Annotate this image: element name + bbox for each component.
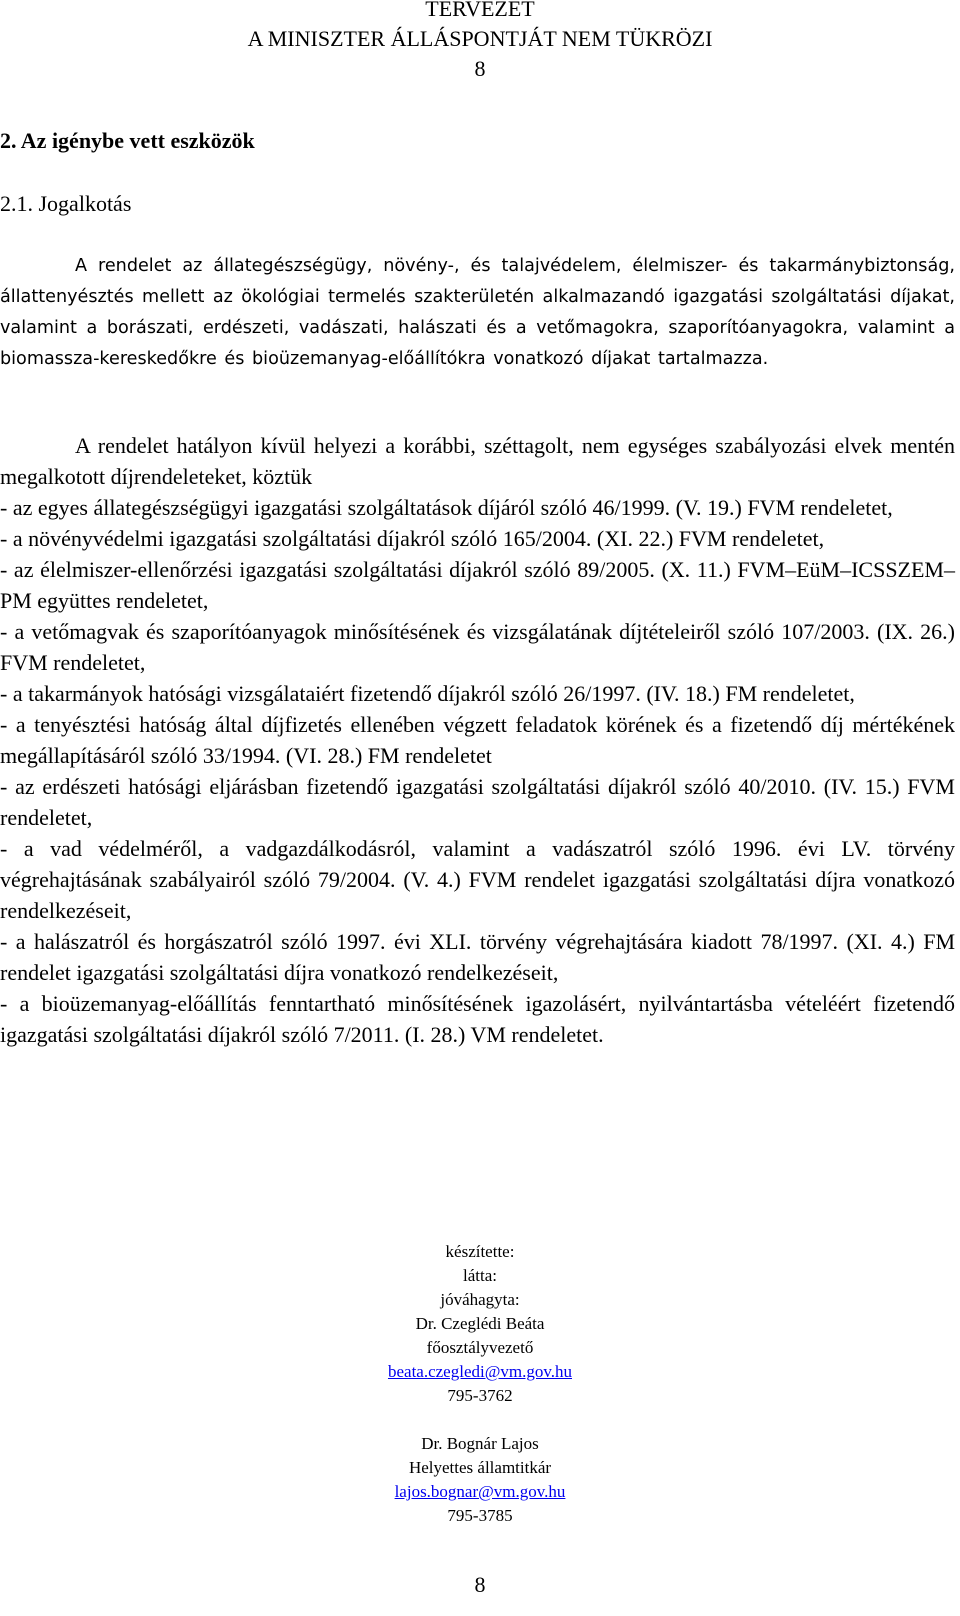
paragraph-scope — [0, 251, 955, 375]
seen-label: látta: — [463, 1266, 497, 1285]
page-number-top: 8 — [474, 56, 486, 81]
signatory-2-title: Helyettes államtitkár — [408, 1458, 552, 1477]
signature-spacer — [0, 1408, 960, 1432]
signatory-1-email-link[interactable]: beata.czegledi@vm.gov.hu — [387, 1362, 572, 1381]
list-item: - a halászatról és horgászatról szóló 1997. évi XLI. törvény végrehajtására kiadott 78/1997. (XI. 4.) FM rendelet igazgatási szolgáltatási díjra vonatkozó rendelkezéseit, — [0, 929, 955, 985]
signatory-2-phone: 795-3785 — [447, 1506, 513, 1525]
list-item: - a tenyésztési hatóság által díjfizetés ellenében végzett feladatok körének és a fizetendő díj mértékének megállapításáról szóló 33/1994. (VI. 28.) FM rendeletet — [0, 712, 955, 768]
list-item: - a bioüzemanyag-előállítás fenntartható minősítésének igazolásért, nyilvántartásba vételéért fizetendő igazgatási szolgáltatási díjakról szóló 7/2011. (I. 28.) VM rendeletet. — [0, 991, 955, 1047]
subsection-title: 2.1. Jogalkotás — [0, 191, 132, 216]
repealed-regulations-list — [0, 492, 955, 1050]
signatory-1-phone: 795-3762 — [447, 1386, 513, 1405]
list-item: - az élelmiszer-ellenőrzési igazgatási szolgáltatási díjakról szóló 89/2005. (X. 11.) FVM–EüM–ICSSZEM–PM együttes rendeletet, — [0, 557, 955, 613]
list-item: - a vetőmagvak és szaporítóanyagok minősítésének és vizsgálatának díjtételeiről szóló 107/2003. (IX. 26.) FVM rendeletet, — [0, 619, 955, 675]
signatory-2-email-link[interactable]: lajos.bognar@vm.gov.hu — [394, 1482, 566, 1501]
approved-label: jóváhagyta: — [440, 1290, 520, 1309]
list-item: - az erdészeti hatósági eljárásban fizetendő igazgatási szolgáltatási díjakról szóló 40/2010. (IV. 15.) FVM rendeletet, — [0, 774, 955, 830]
list-item: - a vad védelméről, a vadgazdálkodásról, valamint a vadászatról szóló 1996. évi LV. törvény végrehajtásának szabályairól szóló 79/2004. (V. 4.) FVM rendelet igazgatási szolgáltatási díjra vonatkozó rendelkezéseit, — [0, 836, 955, 923]
section-title: 2. Az igénybe vett eszközök — [0, 128, 255, 153]
disclaimer: A MINISZTER ÁLLÁSPONTJÁT NEM TÜKRÖZI — [247, 26, 713, 51]
paragraph-repeals — [0, 430, 955, 1050]
paragraph-repeals-intro: A rendelet hatályon kívül helyezi a korábbi, széttagolt, nem egységes szabályozási elvek mentén megalkotott díjrendeleteket, köztük — [0, 433, 955, 489]
signature-block — [0, 1240, 960, 1528]
prepared-label: készítette: — [445, 1242, 515, 1261]
signatory-2-name: Dr. Bognár Lajos — [421, 1434, 539, 1453]
page-number-bottom: 8 — [474, 1572, 486, 1597]
draft-label: TERVEZET — [425, 0, 535, 21]
paragraph-scope-text: A rendelet az állategészségügy, növény-, és talajvédelem, élelmiszer- és takarmánybiztonság, állattenyésztés mellett az ökológiai termelés szakterületén alkalmazandó igazgatási szolgáltatási díjakat, valamint a borászati, erdészeti, vadászati, halászati és a vetőmagokra, szaporítóanyagokra, valamint a biomassza-kereskedőkre és bioüzemanyag-előállítókra vonatkozó díjakat tartalmazza. — [0, 256, 955, 369]
list-item: - a növényvédelmi igazgatási szolgáltatási díjakról szóló 165/2004. (XI. 22.) FVM rendeletet, — [0, 526, 825, 551]
signatory-1-name: Dr. Czeglédi Beáta — [415, 1314, 545, 1333]
list-item: - a takarmányok hatósági vizsgálataiért fizetendő díjakról szóló 26/1997. (IV. 18.) FM rendeletet, — [0, 681, 855, 706]
list-item: - az egyes állategészségügyi igazgatási szolgáltatások díjáról szóló 46/1999. (V. 19.) FVM rendeletet, — [0, 495, 893, 520]
signatory-1-title: főosztályvezető — [426, 1338, 534, 1357]
document-header — [0, 0, 960, 54]
